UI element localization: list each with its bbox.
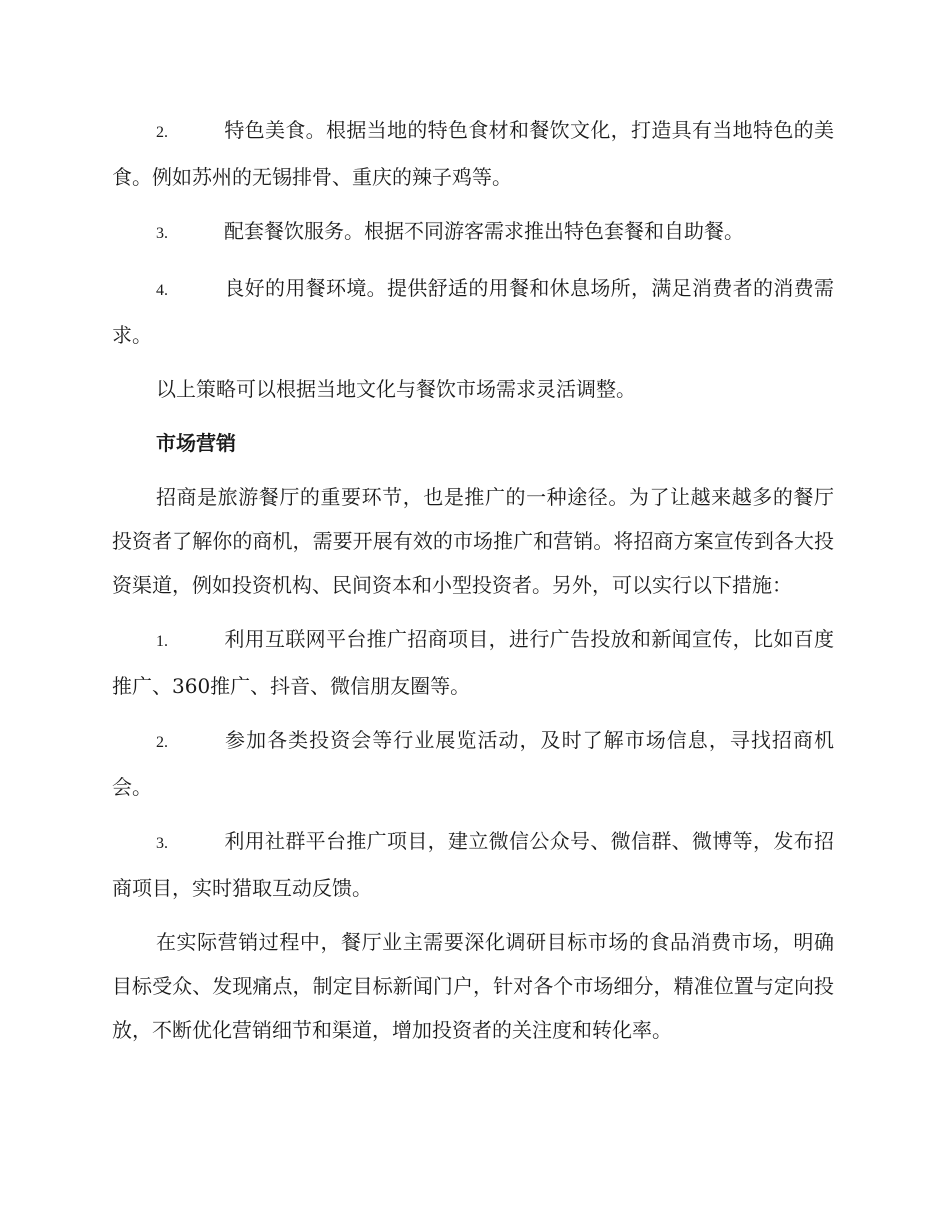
list-text: 参加各类投资会等行业展览活动，及时了解市场信息，寻找招商机会。 [112,728,834,799]
list-item [112,209,834,256]
list-number: 2. [156,734,168,751]
intro-paragraph: 招商是旅游餐厅的重要环节，也是推广的一种途径。为了让越来越多的餐厅投资者了解你的商机，需要开展有效的市场推广和营销。将招商方案宣传到各大投资渠道，例如投资机构、民间资本和小型投资者。另外，可以实行以下措施： [112,485,834,597]
list-text: 利用社群平台推广项目，建立微信公众号、微信群、微博等，发布招商项目，实时猎取互动反馈。 [112,829,834,900]
closing-paragraph: 在实际营销过程中，餐厅业主需要深化调研目标市场的食品消费市场，明确目标受众、发现痛点，制定目标新闻门户，针对各个市场细分，精准位置与定向投放，不断优化营销细节和渠道，增加投资者的关注度和转化率。 [112,930,834,1042]
list-text: 特色美食。根据当地的特色食材和餐饮文化，打造具有当地特色的美食。例如苏州的无锡排骨、重庆的辣子鸡等。 [112,118,834,189]
list-text: 利用互联网平台推广招商项目，进行广告投放和新闻宣传，比如百度推广、360推广、抖音、微信朋友圈等。 [112,627,834,698]
list-item [112,819,834,910]
list-item [112,718,834,809]
list-item [112,108,834,199]
list-text: 配套餐饮服务。根据不同游客需求推出特色套餐和自助餐。 [224,219,744,243]
list-text: 良好的用餐环境。提供舒适的用餐和休息场所，满足消费者的消费需求。 [112,276,834,347]
list-item [112,617,834,708]
list-item [112,266,834,357]
section-heading: 市场营销 [156,431,236,455]
list-number: 1. [156,633,168,650]
list-number: 3. [156,835,168,852]
summary-paragraph: 以上策略可以根据当地文化与餐饮市场需求灵活调整。 [156,377,636,401]
list-number: 4. [156,282,168,299]
document-page [112,108,834,1062]
list-number: 3. [156,225,168,242]
list-number: 2. [156,124,168,141]
